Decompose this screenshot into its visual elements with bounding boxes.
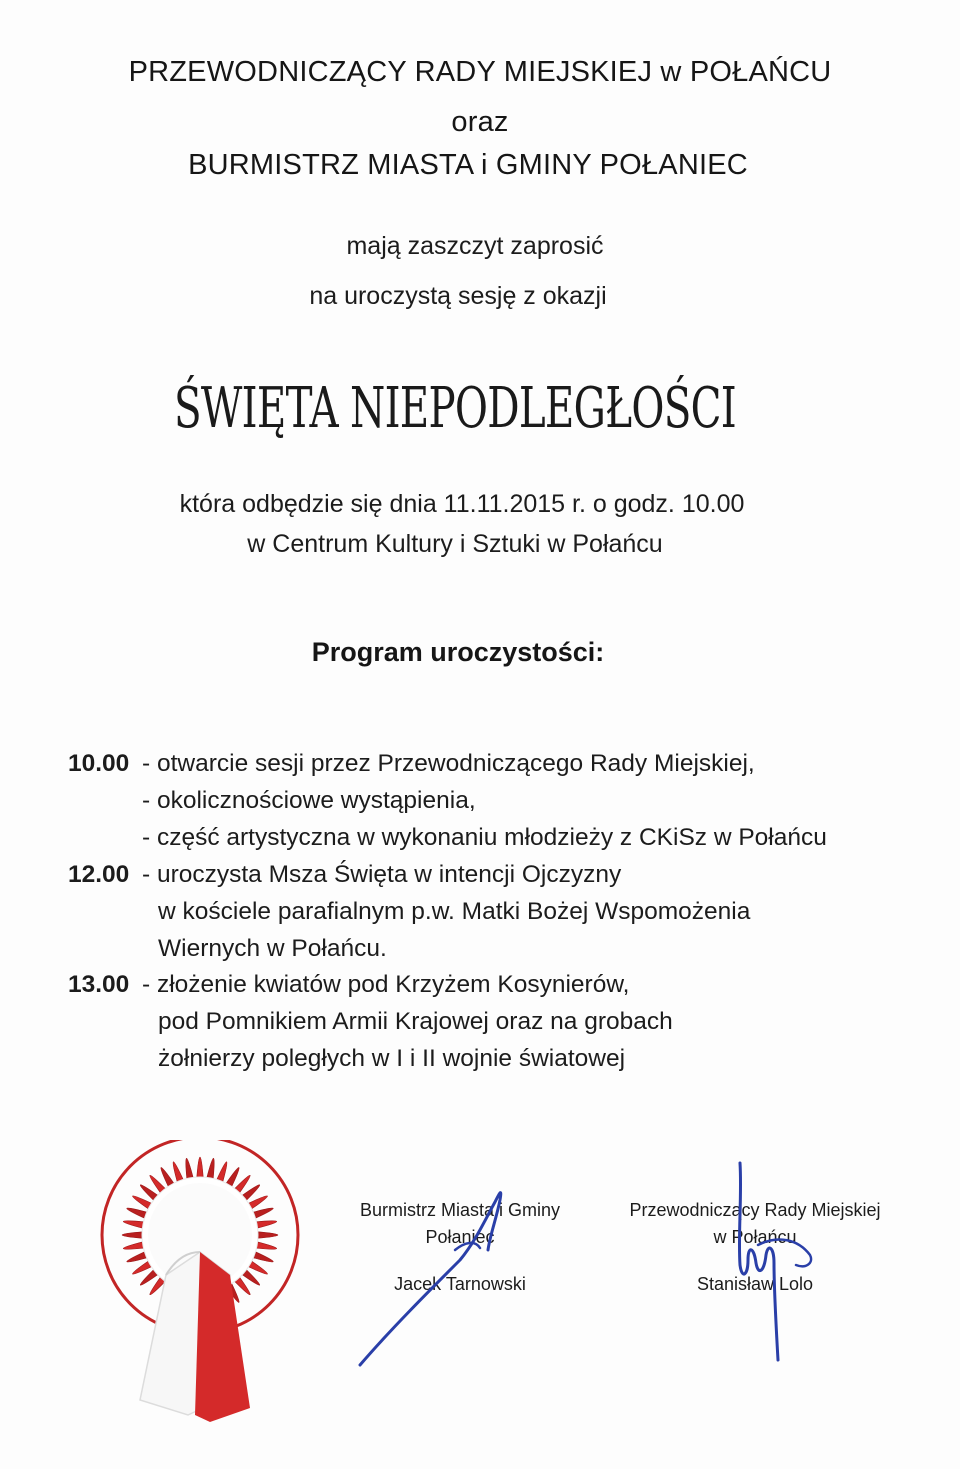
signature-left-place: Połaniec [425, 1227, 495, 1247]
cockade-icon [70, 1140, 330, 1440]
schedule-line: Wiernych w Połańcu. [158, 935, 387, 962]
event-date-line: która odbędzie się dnia 11.11.2015 r. o godz. 10.00 [179, 490, 745, 518]
schedule-line: pod Pomnikiem Armii Krajowej oraz na grobach [158, 1008, 673, 1035]
schedule-line: - część artystyczna w wykonaniu młodzieży z CKiSz w Połańcu [142, 824, 827, 851]
red-ribbon [195, 1252, 250, 1422]
schedule-line: żołnierzy poległych w I i II wojnie światowej [158, 1045, 626, 1072]
signature-right-place: w Połańcu [713, 1227, 797, 1247]
signature-left-handwriting [350, 1180, 550, 1380]
header-line-mayor: BURMISTRZ MIASTA i GMINY POŁANIEC [188, 149, 748, 181]
signature-right-handwriting [718, 1155, 838, 1375]
signature-right-title: Przewodniczący Rady Miejskiej [629, 1200, 881, 1220]
schedule-line: - otwarcie sesji przez Przewodniczącego Rady Miejskiej, [142, 750, 755, 777]
invitation-line-1: mają zaszczyt zaprosić [346, 232, 604, 260]
header-line-and: oraz [451, 106, 509, 138]
signature-right-name: Stanisław Lolo [696, 1274, 814, 1294]
program-heading: Program uroczystości: [311, 637, 605, 667]
page-title: ŚWIĘTA NIEPODLEGŁOŚCI [174, 376, 736, 441]
schedule-line: - uroczysta Msza Święta w intencji Ojczyzny [142, 861, 622, 888]
invitation-line-2: na uroczystą sesję z okazji [309, 282, 607, 310]
schedule-time: 13.00 [68, 971, 130, 998]
schedule-time: 10.00 [68, 750, 130, 777]
rosette-petal [256, 1232, 278, 1239]
rosette-petal [197, 1157, 204, 1179]
event-venue-line: w Centrum Kultury i Sztuki w Połańcu [247, 530, 663, 558]
signature-left-title: Burmistrz Miasta i Gminy [359, 1200, 561, 1220]
signature-left-name: Jacek Tarnowski [394, 1274, 526, 1294]
schedule-line: - złożenie kwiatów pod Krzyżem Kosynierów, [142, 971, 630, 998]
schedule-line: w kościele parafialnym p.w. Matki Bożej Wspomożenia [158, 898, 751, 925]
schedule-time: 12.00 [68, 861, 130, 888]
rosette-petal [122, 1232, 144, 1239]
schedule-line: - okolicznościowe wystąpienia, [142, 787, 476, 814]
header-line-chairman: PRZEWODNICZĄCY RADY MIEJSKIEJ w POŁAŃCU [128, 56, 832, 88]
